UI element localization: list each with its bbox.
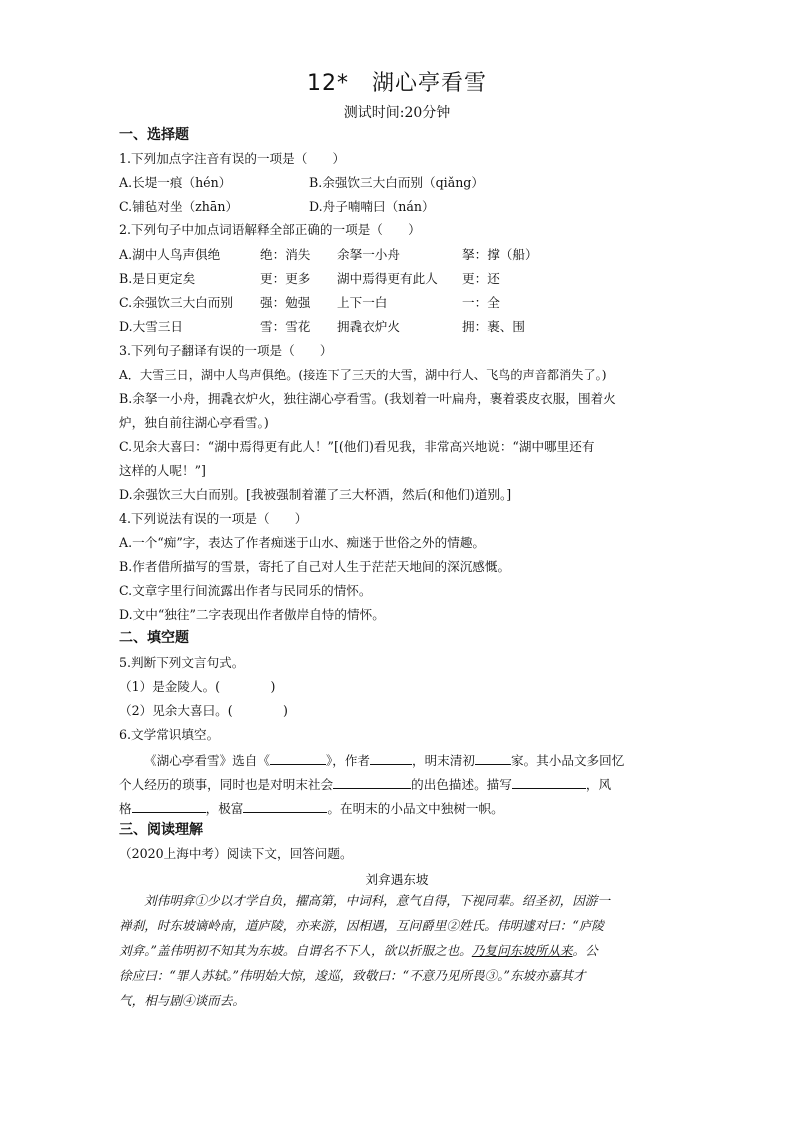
passage-line-5: 气，相与剧④谈而去。 [119,993,245,1008]
passage-line-4: 徐应曰：“罪人苏轼。”伟明始大惊，逡巡，致敬曰：“不意乃见所畏③。”东坡亦嘉其才 [119,968,586,983]
q3-option-a: A．大雪三日，湖中人鸟声俱绝。(接连下了三天的大雪，湖中行人、飞鸟的声音都消失了。) [119,368,607,382]
q2-row-a-phrase: 余拏一小舟 [337,247,400,262]
q6-text: 家。其小品文多回忆 [510,753,625,768]
q2-row-b-phrase: 湖中焉得更有此人 [337,271,438,286]
q4-option-a: A.一个“痴”字，表达了作者痴迷于山水、痴迷于世俗之外的情趣。 [119,535,486,550]
q4-option-d: D.文中“独往”二字表现出作者傲岸自恃的情怀。 [119,607,385,622]
passage-line-3 [119,943,598,959]
q2-row-c-sentence: C.余强饮三大白而别 [119,295,233,310]
q1-option-d: D.舟子喃喃曰（nán） [309,199,435,214]
q6-text: 。在明末的小品文中独树一帜。 [327,801,504,816]
passage-line-2: 禅刹，时东坡谪岭南，道庐陵，亦来游，因相遇，互问爵里②姓氏。伟明遽对曰：“庐陵 [119,918,605,933]
q6-text: 个人经历的琐事，同时也是对明末社会 [119,777,334,792]
q5-stem: 5.判断下列文言句式。 [119,655,245,670]
q2-row-a-sentence: A.湖中人鸟声俱绝 [119,247,221,262]
passage-text: 刘弇。”盖伟明初不知其为东坡。自谓名不下人，欲以折服之也。 [119,943,472,958]
blank-author[interactable] [370,751,412,765]
q6-text: ，风 [585,777,612,792]
q2-row-c-gloss2: 一：全 [462,295,500,310]
q5-item-1: （1）是金陵人。( ) [119,679,276,694]
q2-row-a-gloss2: 拏：撑（船） [462,247,538,262]
q2-row-c-gloss1: 强：勉强 [260,295,311,310]
q4-option-b: B.作者借所描写的雪景，寄托了自己对人生于茫茫天地间的深沉感慨。 [119,559,511,574]
q4-stem: 4.下列说法有误的一项是（ ） [119,511,308,526]
blank-identity[interactable] [475,751,511,765]
underlined-sentence: 乃复问东坡所从来 [471,943,573,958]
blank-style[interactable] [132,799,206,813]
passage-title: 刘弇遇东坡 [365,872,429,887]
q3-option-c-line2: 这样的人呢！”] [119,463,206,478]
q1-option-b: B.余强饮三大白而别（qiǎng） [309,175,484,190]
q6-text: ，明末清初 [412,753,475,768]
test-time: 测试时间:20分钟 [343,105,451,121]
q3-option-d: D.余强饮三大白而别。[我被强制着灌了三大杯酒，然后(和他们)道别。] [119,487,512,502]
blank-description[interactable] [512,775,586,789]
section-heading-fill: 二、填空题 [119,630,189,646]
q2-row-a-gloss1: 绝：消失 [260,247,311,262]
q1-option-c: C.铺毡对坐（zhān） [119,199,239,214]
q2-row-c-phrase: 上下一白 [337,295,388,310]
reading-intro: （2020上海中考）阅读下文，回答问题。 [119,846,353,861]
q4-option-c: C.文章字里行间流露出作者与民同乐的情怀。 [119,583,372,598]
q2-row-d-gloss2: 拥：裹、围 [462,319,525,334]
q6-text: 格 [119,801,132,816]
q2-row-d-gloss1: 雪：雪花 [260,319,311,334]
q2-stem: 2.下列句子中加点词语解释全部正确的一项是（ ） [119,222,421,237]
q5-item-2: （2）见余大喜曰。( ) [119,703,288,718]
q2-row-b-gloss1: 更：更多 [260,271,311,286]
q2-row-d-phrase: 拥毳衣炉火 [337,319,400,334]
q6-stem: 6.文学常识填空。 [119,727,220,742]
q6-text: ，极富 [205,801,244,816]
q1-stem: 1.下列加点字注音有误的一项是（ ） [119,151,346,166]
blank-rich[interactable] [243,799,327,813]
q3-option-b-line1: B.余拏一小舟，拥毳衣炉火，独往湖心亭看雪。(我划着一叶扁舟，裹着裘皮衣服，围着火 [119,391,616,406]
blank-society[interactable] [333,775,411,789]
q3-option-c-line1: C.见余大喜曰：“湖中焉得更有此人！”[(他们)看见我，非常高兴地说：“湖中哪里还有 [119,439,595,454]
section-heading-reading: 三、阅读理解 [119,822,203,838]
blank-source[interactable] [270,751,326,765]
q2-row-b-gloss2: 更：还 [462,271,500,286]
section-heading-choice: 一、选择题 [119,127,189,143]
passage-text: 。公 [572,943,598,958]
q6-text: 《湖心亭看雪》选自《 [144,753,270,768]
q6-line2 [119,775,611,793]
page-title: 12* 湖心亭看雪 [307,71,487,96]
q6-text: 》，作者 [325,753,371,768]
q6-line3 [119,799,504,817]
q2-row-b-sentence: B.是日更定矣 [119,271,196,286]
q6-line1 [119,751,624,769]
q3-option-b-line2: 炉，独自前往湖心亭看雪。) [119,415,269,430]
q2-row-d-sentence: D.大雪三日 [119,319,184,334]
q3-stem: 3.下列句子翻译有误的一项是（ ） [119,343,333,358]
q6-text: 的出色描述。描写 [411,777,512,792]
q1-option-a: A.长堤一痕（hén） [119,175,232,190]
passage-line-1: 刘伟明弇①少以才学自负，擢高第，中词科，意气自得，下视同辈。绍圣初，因游一 [144,893,610,908]
